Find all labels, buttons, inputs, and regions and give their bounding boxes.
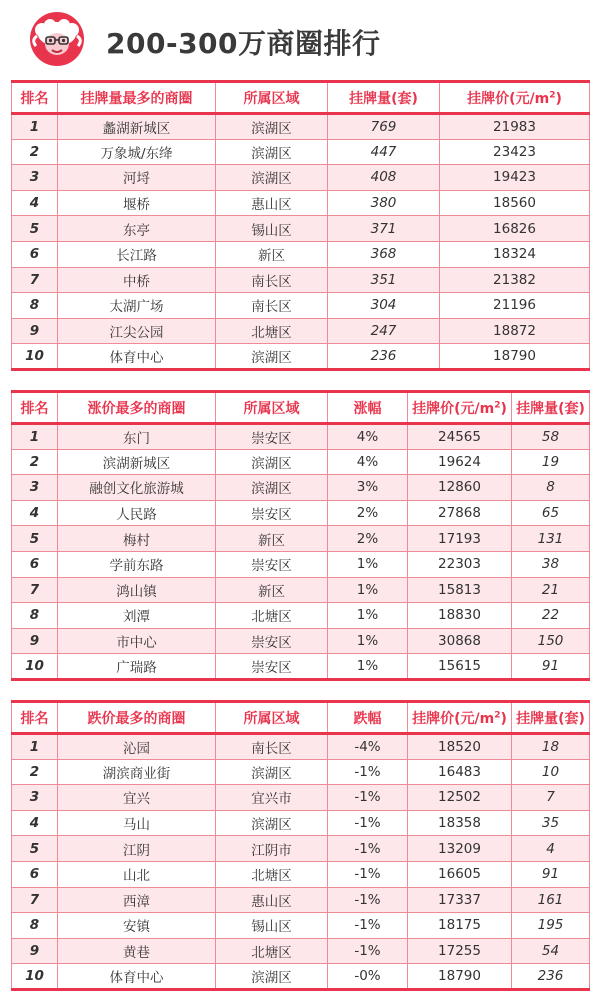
price-cell: 18560 — [440, 190, 590, 216]
price-cell: 16826 — [440, 216, 590, 242]
table-row — [12, 810, 590, 836]
district-cell: 滨湖区 — [216, 759, 328, 785]
rank-cell: 5 — [12, 216, 58, 242]
rank-cell: 9 — [12, 628, 58, 654]
district-cell: 北塘区 — [216, 603, 328, 629]
count-cell: 447 — [328, 139, 440, 165]
district-cell: 滨湖区 — [216, 165, 328, 191]
price-cell: 21196 — [440, 293, 590, 319]
header-change: 涨幅 — [328, 392, 408, 424]
table-row — [12, 887, 590, 913]
change-cell: -1% — [328, 759, 408, 785]
district-cell: 惠山区 — [216, 887, 328, 913]
table-row — [12, 190, 590, 216]
price-cell: 16605 — [408, 861, 512, 887]
area-cell: 江尖公园 — [58, 318, 216, 344]
change-cell: -1% — [328, 785, 408, 811]
rank-cell: 10 — [12, 654, 58, 680]
count-cell: 38 — [512, 551, 590, 577]
rank-cell: 6 — [12, 241, 58, 267]
header-count: 挂牌量(套) — [512, 702, 590, 734]
count-cell: 8 — [512, 475, 590, 501]
change-cell: 2% — [328, 500, 408, 526]
change-cell: 1% — [328, 551, 408, 577]
count-cell: 54 — [512, 938, 590, 964]
count-cell: 769 — [328, 114, 440, 140]
change-cell: -1% — [328, 913, 408, 939]
district-cell: 新区 — [216, 577, 328, 603]
price-cell: 27868 — [408, 500, 512, 526]
table-row — [12, 344, 590, 370]
district-cell: 南长区 — [216, 293, 328, 319]
district-cell: 南长区 — [216, 267, 328, 293]
change-cell: 3% — [328, 475, 408, 501]
price-cell: 18324 — [440, 241, 590, 267]
count-cell: 368 — [328, 241, 440, 267]
change-cell: 1% — [328, 628, 408, 654]
rank-cell: 2 — [12, 449, 58, 475]
rank-cell: 1 — [12, 424, 58, 450]
table-row — [12, 114, 590, 140]
count-cell: 150 — [512, 628, 590, 654]
area-cell: 河埒 — [58, 165, 216, 191]
rank-cell: 4 — [12, 500, 58, 526]
district-cell: 北塘区 — [216, 938, 328, 964]
count-cell: 19 — [512, 449, 590, 475]
area-cell: 宜兴 — [58, 785, 216, 811]
district-cell: 江阴市 — [216, 836, 328, 862]
district-cell: 锡山区 — [216, 913, 328, 939]
rank-cell: 9 — [12, 318, 58, 344]
header-area: 涨价最多的商圈 — [58, 392, 216, 424]
area-cell: 体育中心 — [58, 964, 216, 990]
header-change: 跌幅 — [328, 702, 408, 734]
district-cell: 滨湖区 — [216, 964, 328, 990]
change-cell: -1% — [328, 836, 408, 862]
count-cell: 7 — [512, 785, 590, 811]
area-cell: 滨湖新城区 — [58, 449, 216, 475]
district-cell: 北塘区 — [216, 318, 328, 344]
table-row — [12, 759, 590, 785]
area-cell: 人民路 — [58, 500, 216, 526]
area-cell: 东亭 — [58, 216, 216, 242]
price-cell: 18790 — [408, 964, 512, 990]
page-title: 200-300万商圈排行 — [106, 27, 381, 60]
rank-cell: 5 — [12, 836, 58, 862]
change-cell: 1% — [328, 577, 408, 603]
district-cell: 滨湖区 — [216, 139, 328, 165]
rank-cell: 6 — [12, 861, 58, 887]
price-cell: 21382 — [440, 267, 590, 293]
district-cell: 惠山区 — [216, 190, 328, 216]
district-cell: 崇安区 — [216, 551, 328, 577]
count-cell: 22 — [512, 603, 590, 629]
change-cell: 1% — [328, 654, 408, 680]
price-cell: 24565 — [408, 424, 512, 450]
change-cell: -1% — [328, 861, 408, 887]
table-row — [12, 913, 590, 939]
rank-cell: 5 — [12, 526, 58, 552]
table-row — [12, 526, 590, 552]
price-cell: 17337 — [408, 887, 512, 913]
rank-cell: 2 — [12, 139, 58, 165]
most-listings-table — [11, 80, 590, 371]
header-count: 挂牌量(套) — [328, 82, 440, 114]
district-cell: 滨湖区 — [216, 449, 328, 475]
area-cell: 梅村 — [58, 526, 216, 552]
area-cell: 太湖广场 — [58, 293, 216, 319]
header-rank: 排名 — [12, 702, 58, 734]
area-cell: 鸿山镇 — [58, 577, 216, 603]
rank-cell: 4 — [12, 810, 58, 836]
header-rank: 排名 — [12, 82, 58, 114]
rank-cell: 7 — [12, 267, 58, 293]
rank-cell: 3 — [12, 165, 58, 191]
rank-cell: 3 — [12, 475, 58, 501]
header-count: 挂牌量(套) — [512, 392, 590, 424]
area-cell: 堰桥 — [58, 190, 216, 216]
table-row — [12, 449, 590, 475]
header-district: 所属区域 — [216, 82, 328, 114]
rank-cell: 2 — [12, 759, 58, 785]
area-cell: 刘潭 — [58, 603, 216, 629]
price-cell: 18790 — [440, 344, 590, 370]
count-cell: 18 — [512, 734, 590, 760]
rank-cell: 9 — [12, 938, 58, 964]
table-row — [12, 216, 590, 242]
price-cell: 18520 — [408, 734, 512, 760]
header-area: 跌价最多的商圈 — [58, 702, 216, 734]
count-cell: 4 — [512, 836, 590, 862]
district-cell: 滨湖区 — [216, 114, 328, 140]
count-cell: 304 — [328, 293, 440, 319]
price-cell: 18175 — [408, 913, 512, 939]
area-cell: 东门 — [58, 424, 216, 450]
area-cell: 体育中心 — [58, 344, 216, 370]
area-cell: 沁园 — [58, 734, 216, 760]
table-row — [12, 628, 590, 654]
header-district: 所属区域 — [216, 392, 328, 424]
price-cell: 15615 — [408, 654, 512, 680]
table-row — [12, 836, 590, 862]
area-cell: 广瑞路 — [58, 654, 216, 680]
rank-cell: 10 — [12, 344, 58, 370]
table-row — [12, 293, 590, 319]
area-cell: 中桥 — [58, 267, 216, 293]
header-district: 所属区域 — [216, 702, 328, 734]
price-cell: 12860 — [408, 475, 512, 501]
table-row — [12, 654, 590, 680]
table-row — [12, 785, 590, 811]
price-cell: 15813 — [408, 577, 512, 603]
count-cell: 236 — [328, 344, 440, 370]
price-rise-table — [11, 390, 590, 681]
table-row — [12, 241, 590, 267]
count-cell: 195 — [512, 913, 590, 939]
change-cell: 2% — [328, 526, 408, 552]
count-cell: 10 — [512, 759, 590, 785]
price-cell: 18358 — [408, 810, 512, 836]
price-cell: 18830 — [408, 603, 512, 629]
rank-cell: 7 — [12, 577, 58, 603]
table-row — [12, 500, 590, 526]
count-cell: 236 — [512, 964, 590, 990]
count-cell: 247 — [328, 318, 440, 344]
rank-cell: 8 — [12, 603, 58, 629]
area-cell: 安镇 — [58, 913, 216, 939]
table-row — [12, 577, 590, 603]
district-cell: 宜兴市 — [216, 785, 328, 811]
table-row — [12, 734, 590, 760]
count-cell: 21 — [512, 577, 590, 603]
district-cell: 新区 — [216, 241, 328, 267]
table-row — [12, 964, 590, 990]
rank-cell: 3 — [12, 785, 58, 811]
rank-cell: 1 — [12, 734, 58, 760]
count-cell: 161 — [512, 887, 590, 913]
change-cell: -1% — [328, 887, 408, 913]
table-row — [12, 267, 590, 293]
table-header-row — [12, 82, 590, 114]
count-cell: 408 — [328, 165, 440, 191]
price-cell: 21983 — [440, 114, 590, 140]
price-cell: 18872 — [440, 318, 590, 344]
table-row — [12, 551, 590, 577]
area-cell: 蠡湖新城区 — [58, 114, 216, 140]
change-cell: 4% — [328, 424, 408, 450]
change-cell: -4% — [328, 734, 408, 760]
table-header-row — [12, 702, 590, 734]
area-cell: 马山 — [58, 810, 216, 836]
table-row — [12, 165, 590, 191]
rank-cell: 7 — [12, 887, 58, 913]
count-cell: 131 — [512, 526, 590, 552]
district-cell: 锡山区 — [216, 216, 328, 242]
header-price: 挂牌价(元$/m^2$) — [408, 702, 512, 734]
price-drop-table — [11, 700, 590, 991]
rank-cell: 1 — [12, 114, 58, 140]
change-cell: 4% — [328, 449, 408, 475]
price-cell: 17255 — [408, 938, 512, 964]
price-cell: 12502 — [408, 785, 512, 811]
price-cell: 19423 — [440, 165, 590, 191]
district-cell: 新区 — [216, 526, 328, 552]
area-cell: 融创文化旅游城 — [58, 475, 216, 501]
table-row — [12, 603, 590, 629]
district-cell: 北塘区 — [216, 861, 328, 887]
area-cell: 西漳 — [58, 887, 216, 913]
area-cell: 市中心 — [58, 628, 216, 654]
count-cell: 351 — [328, 267, 440, 293]
price-cell: 30868 — [408, 628, 512, 654]
price-cell: 23423 — [440, 139, 590, 165]
count-cell: 380 — [328, 190, 440, 216]
table-row — [12, 424, 590, 450]
header — [0, 0, 600, 78]
area-cell: 黄巷 — [58, 938, 216, 964]
header-rank: 排名 — [12, 392, 58, 424]
rank-cell: 4 — [12, 190, 58, 216]
change-cell: -1% — [328, 938, 408, 964]
table-row — [12, 475, 590, 501]
change-cell: -1% — [328, 810, 408, 836]
area-cell: 万象城/东绛 — [58, 139, 216, 165]
rank-cell: 6 — [12, 551, 58, 577]
rank-cell: 8 — [12, 293, 58, 319]
table-header-row — [12, 392, 590, 424]
district-cell: 滨湖区 — [216, 344, 328, 370]
price-cell: 17193 — [408, 526, 512, 552]
table-row — [12, 861, 590, 887]
table-row — [12, 318, 590, 344]
count-cell: 91 — [512, 654, 590, 680]
price-cell: 13209 — [408, 836, 512, 862]
sheep-mascot-logo — [28, 10, 86, 68]
count-cell: 91 — [512, 861, 590, 887]
area-cell: 长江路 — [58, 241, 216, 267]
count-cell: 35 — [512, 810, 590, 836]
rank-cell: 8 — [12, 913, 58, 939]
area-cell: 江阴 — [58, 836, 216, 862]
area-cell: 学前东路 — [58, 551, 216, 577]
district-cell: 崇安区 — [216, 628, 328, 654]
table-row — [12, 139, 590, 165]
district-cell: 南长区 — [216, 734, 328, 760]
header-price: 挂牌价(元$/m^2$) — [440, 82, 590, 114]
district-cell: 滨湖区 — [216, 475, 328, 501]
price-cell: 22303 — [408, 551, 512, 577]
change-cell: 1% — [328, 603, 408, 629]
price-cell: 19624 — [408, 449, 512, 475]
header-area: 挂牌量最多的商圈 — [58, 82, 216, 114]
header-price: 挂牌价(元$/m^2$) — [408, 392, 512, 424]
table-row — [12, 938, 590, 964]
price-cell: 16483 — [408, 759, 512, 785]
count-cell: 65 — [512, 500, 590, 526]
district-cell: 崇安区 — [216, 654, 328, 680]
area-cell: 山北 — [58, 861, 216, 887]
change-cell: -0% — [328, 964, 408, 990]
rank-cell: 10 — [12, 964, 58, 990]
count-cell: 58 — [512, 424, 590, 450]
count-cell: 371 — [328, 216, 440, 242]
district-cell: 滨湖区 — [216, 810, 328, 836]
district-cell: 崇安区 — [216, 424, 328, 450]
district-cell: 崇安区 — [216, 500, 328, 526]
area-cell: 湖滨商业街 — [58, 759, 216, 785]
